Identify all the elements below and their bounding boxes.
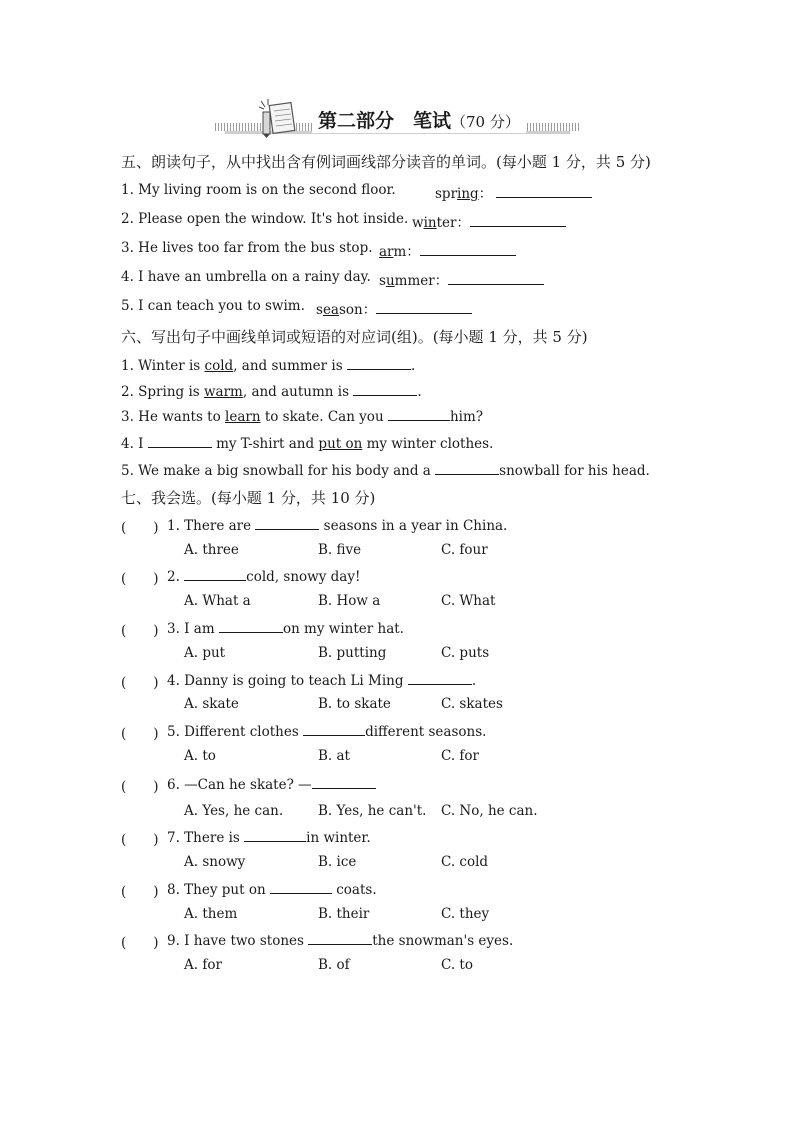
s7-q1-stem: 1. There are seasons in a year in China. [167,518,508,534]
s6-q1: 1. Winter is cold, and summer is . [121,358,416,374]
s5-q3-sentence: 3. He lives too far from the bus stop. [121,240,373,256]
s7-q2-blank [184,567,246,581]
s7-q5-stem: 5. Different clothes different seasons. [167,724,487,740]
s7-q3-blank [219,619,283,633]
s6-q5: 5. We make a big snowball for his body and a snowball for his head. [121,463,650,479]
s5-q4-answer-blank[interactable] [448,271,544,285]
s7-q1-blank [255,516,319,530]
s7-q3-stem: 3. I am on my winter hat. [167,621,404,637]
s7-q6-stem: 6. —Can he skate? — [167,775,376,793]
s7-q9-option-b[interactable]: B. of [318,957,350,973]
s7-q9-stem: 9. I have two stones the snowman's eyes. [167,933,514,949]
s7-q2-stem: 2. cold, snowy day! [167,569,361,585]
s5-q2-answer-blank[interactable] [470,213,566,227]
s7-q8-option-b[interactable]: B. their [318,906,370,922]
s6-q2: 2. Spring is warm, and autumn is . [121,384,422,400]
s5-q2-sentence: 2. Please open the window. It's hot inside. [121,211,409,227]
s7-q5-blank [303,722,365,736]
title-score: （70 分） [451,113,520,131]
title-text: 第二部分 笔试 [318,110,452,132]
s6-q1-answer-blank[interactable] [347,356,411,370]
notebook-pencil-icon [259,98,303,138]
s6-q3: 3. He wants to learn to skate. Can you him? [121,409,483,425]
page-title [312,106,526,133]
s7-q2-option-c[interactable]: C. What [441,593,496,609]
s7-q1-option-c[interactable]: C. four [441,542,488,558]
s7-q4-option-a[interactable]: A. skate [184,696,239,712]
s7-q6-option-b[interactable]: B. Yes, he can't. [318,803,427,819]
s7-q7-option-c[interactable]: C. cold [441,854,489,870]
s7-q4-option-b[interactable]: B. to skate [318,696,391,712]
s7-q4-stem: 4. Danny is going to teach Li Ming . [167,673,477,689]
s5-q4-example: summer： [379,269,544,289]
s7-q2-option-a[interactable]: A. What a [184,593,251,609]
s7-q8-blank [270,880,332,894]
s7-q3-option-b[interactable]: B. putting [318,645,387,661]
s7-q2-answer-parens[interactable]: ( ) [121,571,159,587]
s6-q4-answer-blank[interactable] [148,434,212,448]
s7-q1-option-a[interactable]: A. three [184,542,239,558]
s7-q8-option-a[interactable]: A. them [184,906,238,922]
s7-q9-option-c[interactable]: C. to [441,957,473,973]
s7-q4-answer-parens[interactable]: ( ) [121,675,159,691]
s5-q5-answer-blank[interactable] [376,300,472,314]
s7-q9-blank [308,931,372,945]
s5-q3-example: arm： [379,240,516,260]
s7-q8-answer-parens[interactable]: ( ) [121,884,159,900]
s7-q3-option-c[interactable]: C. puts [441,645,490,661]
s5-q3-answer-blank[interactable] [420,242,516,256]
s7-q9-option-a[interactable]: A. for [184,957,222,973]
s5-q4-sentence: 4. I have an umbrella on a rainy day. [121,269,371,285]
s6-q5-answer-blank[interactable] [435,461,499,475]
s7-q4-option-c[interactable]: C. skates [441,696,503,712]
s7-q5-option-b[interactable]: B. at [318,748,350,764]
s7-q5-option-a[interactable]: A. to [184,748,216,764]
s7-q8-stem: 8. They put on coats. [167,882,377,898]
s6-q4: 4. I my T-shirt and put on my winter clothes. [121,436,494,452]
section5-heading: 五、朗读句子，从中找出含有例词画线部分读音的单词。(每小题 1 分，共 5 分) [121,153,651,171]
s5-q2-example: winter： [412,211,566,231]
section7-heading: 七、我会选。(每小题 1 分，共 10 分) [121,489,376,507]
s7-q4-blank [408,671,472,685]
s7-q7-option-b[interactable]: B. ice [318,854,357,870]
s7-q2-option-b[interactable]: B. How a [318,593,381,609]
s5-q5-example: season： [316,298,472,318]
s7-q6-option-a[interactable]: A. Yes, he can. [184,803,284,819]
s7-q1-answer-parens[interactable]: ( ) [121,520,159,536]
s7-q5-option-c[interactable]: C. for [441,748,480,764]
s6-q2-answer-blank[interactable] [353,382,417,396]
s6-q3-answer-blank[interactable] [388,407,450,421]
s5-q5-sentence: 5. I can teach you to swim. [121,298,305,314]
s7-q6-answer-parens[interactable]: ( ) [121,779,159,795]
s7-q7-option-a[interactable]: A. snowy [184,854,246,870]
s7-q5-answer-parens[interactable]: ( ) [121,726,159,742]
s7-q9-answer-parens[interactable]: ( ) [121,935,159,951]
s5-q1-answer-blank[interactable] [496,184,592,198]
s7-q3-option-a[interactable]: A. put [184,645,226,661]
s5-q1-example: spring： [435,182,592,202]
s7-q8-option-c[interactable]: C. they [441,906,490,922]
s5-q1-sentence: 1. My living room is on the second floor. [121,182,396,198]
s7-q7-answer-parens[interactable]: ( ) [121,832,159,848]
s7-q6-option-c[interactable]: C. No, he can. [441,803,538,819]
s7-q7-stem: 7. There is in winter. [167,830,371,846]
section-header [215,96,580,142]
s7-q1-option-b[interactable]: B. five [318,542,362,558]
section6-heading: 六、写出句子中画线单词或短语的对应词(组)。(每小题 1 分，共 5 分) [121,328,588,346]
s7-q3-answer-parens[interactable]: ( ) [121,623,159,639]
s7-q6-blank [312,775,376,789]
s7-q7-blank [244,828,306,842]
